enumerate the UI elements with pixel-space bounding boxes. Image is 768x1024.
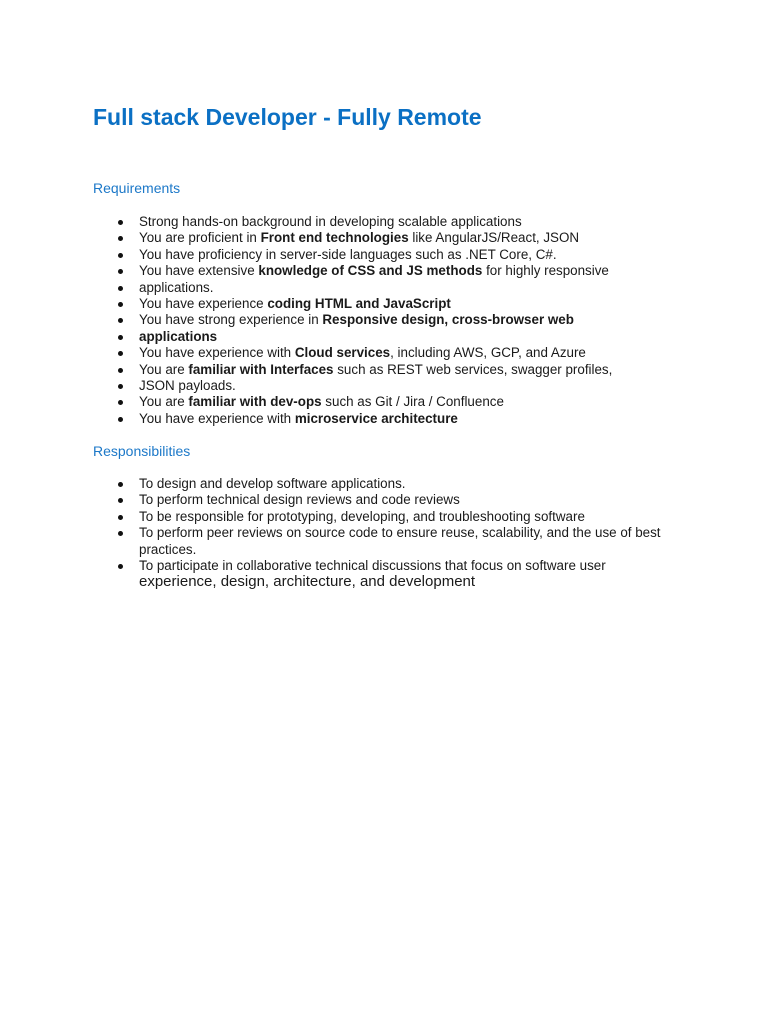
- item-bold-text: Front end technologies: [260, 230, 409, 246]
- item-text: JSON payloads.: [139, 378, 236, 394]
- item-text: You have experience with: [139, 410, 295, 426]
- item-text: such as Git / Jira / Confluence: [321, 394, 504, 410]
- item-bold-text: applications: [139, 328, 218, 344]
- item-text: To be responsible for prototyping, developing, and troubleshooting software: [139, 508, 585, 524]
- item-text: like AngularJS/React, JSON: [408, 230, 580, 246]
- requirements-list: [139, 214, 699, 427]
- list-item: [139, 411, 699, 427]
- item-text: To participate in collaborative technical discussions that focus on software user: [139, 558, 606, 574]
- list-item: [139, 312, 699, 328]
- requirements-heading: Requirements: [93, 180, 181, 196]
- item-bold-text: coding HTML and JavaScript: [267, 296, 451, 312]
- item-bold-text: Cloud services: [294, 345, 391, 361]
- list-item: [139, 394, 699, 410]
- item-text: such as REST web services, swagger profiles,: [333, 361, 613, 377]
- list-item: [139, 230, 699, 246]
- item-bold-text: microservice architecture: [294, 410, 458, 426]
- item-text: To design and develop software applications.: [139, 476, 406, 491]
- list-item: [139, 329, 699, 345]
- list-item: [139, 247, 699, 263]
- item-bold-text: knowledge of CSS and JS methods: [258, 263, 483, 279]
- item-text: You have extensive: [139, 263, 259, 279]
- item-text: for highly responsive: [482, 263, 609, 279]
- item-larger-text: experience, design, architecture, and development: [139, 573, 476, 591]
- item-text: You are: [139, 361, 189, 377]
- responsibilities-list: [139, 476, 699, 591]
- list-item: [139, 378, 699, 394]
- item-text: Strong hands-on background in developing scalable applications: [139, 214, 522, 229]
- responsibilities-heading: Responsibilities: [93, 443, 191, 459]
- item-text: You are: [139, 394, 189, 410]
- list-item: [139, 296, 699, 312]
- list-item: [139, 509, 699, 525]
- list-item: [139, 476, 699, 492]
- list-item: [139, 263, 699, 279]
- list-item: [139, 362, 699, 378]
- item-text: You have strong experience in: [139, 312, 323, 328]
- list-item: [139, 525, 669, 558]
- item-text: To perform peer reviews on source code to ensure reuse, scalability, and the use of best practices.: [139, 525, 661, 557]
- item-bold-text: familiar with dev-ops: [188, 394, 322, 410]
- list-item: [139, 345, 699, 361]
- item-text: To perform technical design reviews and code reviews: [139, 492, 460, 508]
- list-item: [139, 492, 699, 508]
- item-text: You are proficient in: [139, 230, 261, 246]
- list-item: [139, 280, 699, 296]
- page-title: Full stack Developer - Fully Remote: [93, 104, 482, 130]
- item-bold-text: Responsive design, cross-browser web: [322, 312, 574, 328]
- list-item: [139, 214, 699, 230]
- item-text: You have proficiency in server-side languages such as .NET Core, C#.: [139, 246, 557, 262]
- item-bold-text: familiar with Interfaces: [188, 361, 334, 377]
- item-text: You have experience: [139, 296, 268, 312]
- item-text: You have experience with: [139, 345, 295, 361]
- list-item: [139, 558, 669, 591]
- item-text: , including AWS, GCP, and Azure: [390, 345, 586, 361]
- item-text: applications.: [139, 279, 214, 295]
